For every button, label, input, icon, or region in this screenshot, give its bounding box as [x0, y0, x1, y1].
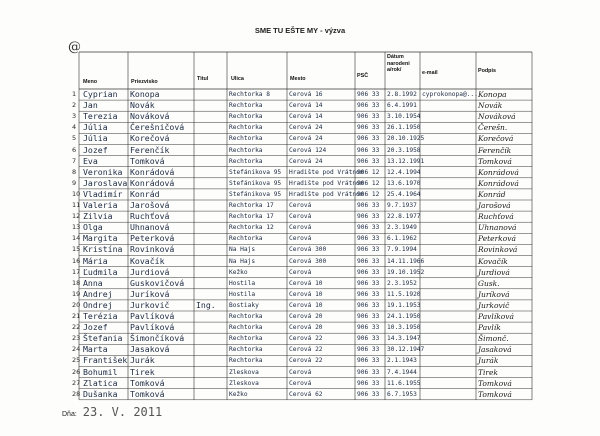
cell-meno: Valeria — [83, 200, 118, 210]
cell-mesto: Cerová 14 — [289, 102, 323, 110]
cell-priezvisko: Pavlíková — [130, 322, 175, 333]
cell-datum: 13.6.1970 — [387, 179, 421, 187]
cell-no: 19 — [72, 289, 81, 298]
cell-ulica: Rechtorka — [229, 313, 263, 320]
cell-email — [422, 222, 475, 233]
cell-no: 24 — [72, 345, 81, 354]
cell-email — [422, 200, 475, 211]
cell-ulica: Rechtorka 17 — [229, 202, 274, 209]
cell-ulica: Stefánikova 95 — [229, 190, 282, 198]
cell-priezvisko: Čerešničová — [130, 122, 185, 133]
cell-datum: 2.1.1943 — [387, 357, 417, 365]
cell-ulica: Hostila — [229, 290, 256, 298]
cell-ulica: Kežko — [229, 268, 248, 276]
cell-priezvisko: Konrádová — [130, 177, 175, 188]
cell-priezvisko: Ferenčík — [130, 144, 170, 155]
cell-psc: 906 12 — [357, 168, 380, 176]
cell-meno: Cyprian — [83, 89, 118, 99]
cell-meno: František — [83, 355, 128, 366]
cell-datum: 11.6.1955 — [387, 379, 421, 387]
cell-email — [422, 378, 475, 389]
cell-titul — [196, 189, 226, 200]
cell-email — [422, 244, 475, 255]
cell-ulica: Na Hajs — [229, 257, 256, 265]
cell-podpis: Pavlíková — [478, 312, 514, 321]
cell-mesto: Cerová — [289, 368, 312, 376]
cell-ulica: Rechtorka 17 — [229, 213, 274, 221]
cell-titul — [196, 89, 226, 100]
cell-mesto: Cerová — [289, 202, 312, 209]
cell-datum: 3.10.1954 — [387, 113, 421, 121]
cell-ulica: Na Hajs — [229, 246, 256, 254]
cell-no: 16 — [72, 256, 81, 265]
cell-email — [422, 311, 475, 322]
cell-titul — [196, 222, 226, 233]
cell-psc: 906 33 — [357, 135, 380, 143]
cell-priezvisko: Jurkovič — [130, 299, 170, 310]
cell-datum: 25.4.1964 — [387, 190, 421, 198]
cell-email — [422, 189, 475, 200]
cell-no: 18 — [72, 278, 81, 287]
cell-titul — [196, 278, 226, 289]
cell-titul — [196, 289, 226, 300]
cell-email — [422, 289, 475, 300]
cell-priezvisko: Korečová — [130, 133, 170, 144]
cell-email — [422, 156, 475, 167]
cell-priezvisko: Tomková — [130, 377, 165, 388]
cell-email — [422, 300, 475, 311]
cell-no: 17 — [72, 267, 81, 276]
cell-datum: 20.10.1925 — [387, 135, 425, 143]
cell-meno: Margita — [83, 233, 118, 244]
cell-titul — [196, 367, 226, 378]
cell-ulica: Stefánikova 95 — [229, 168, 282, 176]
cell-datum: 7.9.1994 — [387, 246, 417, 254]
cell-titul — [196, 122, 226, 133]
cell-titul — [196, 244, 226, 255]
cell-meno: Júlia — [83, 122, 108, 133]
cell-meno: Veronika — [83, 166, 123, 177]
cell-datum: 24.1.1950 — [387, 313, 421, 320]
cell-datum: 2.3.1949 — [387, 224, 417, 232]
cell-titul — [196, 133, 226, 144]
cell-titul — [196, 389, 226, 400]
cell-datum: 20.3.1958 — [387, 146, 421, 154]
cell-meno: Jozef — [83, 144, 108, 155]
cell-podpis: Kovačík — [478, 256, 508, 266]
cell-meno: Terézia — [83, 311, 118, 321]
cell-titul — [196, 145, 226, 156]
cell-meno: Ľudmila — [83, 266, 118, 277]
cell-ulica: Rechtorka 8 — [229, 91, 270, 98]
cell-psc: 906 33 — [357, 146, 380, 154]
cell-mesto: Cerová 20 — [289, 313, 323, 320]
cell-email — [422, 100, 475, 111]
cell-ulica: Bostiaky — [229, 301, 259, 309]
cell-ulica: Stefánikova 95 — [229, 179, 282, 187]
page-title: SME TU EŠTE MY - výzva — [254, 26, 346, 35]
cell-podpis: Tomková — [478, 378, 512, 388]
cell-no: 14 — [72, 234, 81, 243]
cell-no: 2 — [72, 101, 77, 110]
header-ulica: Ulica — [231, 76, 244, 82]
cell-ulica: Rechtorka — [229, 146, 263, 154]
cell-psc: 906 33 — [357, 257, 380, 265]
cell-priezvisko: Novák — [130, 100, 155, 111]
cell-meno: Dušanka — [83, 388, 118, 399]
cell-ulica: Rechtorka — [229, 135, 263, 143]
cell-datum: 7.4.1944 — [387, 368, 417, 376]
cell-titul — [196, 111, 226, 122]
cell-psc: 906 12 — [357, 179, 380, 187]
cell-no: 23 — [72, 334, 81, 343]
cell-meno: Štefania — [83, 333, 123, 344]
cell-no: 21 — [72, 312, 81, 320]
cell-mesto: Cerová 24 — [289, 135, 323, 143]
cell-psc: 906 33 — [357, 235, 380, 243]
cell-meno: Jaroslava — [83, 177, 128, 188]
cell-titul — [196, 311, 226, 322]
cell-titul — [196, 256, 226, 267]
cell-titul — [196, 333, 226, 344]
cell-no: 27 — [72, 378, 81, 387]
cell-meno: Mária — [83, 255, 108, 266]
header-titul: Titul — [197, 76, 209, 82]
cell-email — [422, 211, 475, 222]
cell-podpis: Jasaková — [478, 345, 512, 355]
cell-priezvisko: Tomková — [130, 155, 165, 166]
cell-podpis: Jarošová — [478, 201, 511, 210]
cell-mesto: Cerová 14 — [289, 113, 323, 121]
cell-no: 26 — [72, 367, 81, 376]
cell-mesto: Cerová — [289, 268, 312, 276]
cell-datum: 22.8.1977 — [387, 213, 421, 221]
cell-podpis: Ferenčík — [478, 145, 512, 155]
cell-podpis: Pavlík — [478, 323, 501, 333]
cell-no: 7 — [72, 156, 77, 165]
cell-datum: 14.11.1966 — [387, 257, 425, 265]
cell-no: 1 — [72, 90, 77, 98]
cell-ulica: Hostila — [229, 279, 256, 287]
cell-email — [422, 167, 475, 178]
cell-datum: 14.3.1947 — [387, 335, 421, 343]
cell-mesto: Cerová 300 — [289, 246, 327, 254]
cell-email — [422, 322, 475, 333]
cell-titul — [196, 233, 226, 244]
cell-psc: 906 33 — [357, 102, 380, 110]
cell-mesto: Cerová 22 — [289, 335, 323, 343]
cell-mesto: Cerová 24 — [289, 124, 323, 132]
cell-no: 25 — [72, 356, 81, 365]
cell-psc: 906 33 — [357, 124, 380, 132]
cell-titul — [196, 200, 226, 211]
cell-no: 20 — [72, 300, 81, 309]
cell-psc: 906 33 — [357, 246, 380, 254]
cell-email — [422, 355, 475, 366]
cell-meno: Júlia — [83, 133, 108, 144]
cell-email — [422, 367, 475, 378]
cell-no: 10 — [72, 189, 81, 198]
cell-titul — [196, 355, 226, 366]
cell-ulica: Rechtorka — [229, 157, 263, 165]
cell-email: cyprokonopa@... — [422, 91, 478, 98]
footer — [62, 405, 162, 419]
cell-meno: Jozef — [83, 322, 108, 333]
cell-meno: Jan — [83, 100, 98, 111]
cell-titul — [196, 167, 226, 178]
cell-titul — [196, 156, 226, 167]
cell-ulica: Rechtorka — [229, 324, 263, 332]
footer-date: 23. V. 2011 — [82, 405, 163, 419]
cell-psc: 906 33 — [357, 113, 380, 121]
cell-podpis: Korečová — [478, 134, 514, 144]
cell-titul — [196, 267, 226, 278]
header-psc: PSČ — [357, 73, 369, 79]
cell-datum: 6.1.1962 — [387, 235, 417, 243]
cell-priezvisko: Šimončíková — [130, 333, 185, 344]
cell-ulica: Rechtorka — [229, 124, 263, 132]
cell-email — [422, 278, 475, 289]
cell-no: 6 — [72, 145, 77, 154]
cell-podpis: Konrád — [478, 189, 506, 199]
cell-psc: 906 33 — [357, 346, 380, 354]
cell-datum: 9.7.1937 — [387, 202, 417, 209]
cell-ulica: Rechtorka — [229, 357, 263, 365]
cell-no: 15 — [72, 245, 81, 254]
cell-titul — [196, 178, 226, 189]
header-mesto: Mesto — [290, 76, 306, 82]
cell-psc: 906 12 — [357, 190, 380, 198]
cell-datum: 19.10.1952 — [387, 268, 425, 276]
cell-ulica: Kežko — [229, 390, 248, 398]
cell-priezvisko: Tirek — [130, 366, 155, 377]
cell-email — [422, 178, 475, 189]
cell-priezvisko: Jurdiová — [130, 266, 170, 277]
cell-mesto: Cerová — [289, 379, 312, 387]
cell-priezvisko: Juríková — [130, 288, 170, 299]
cell-priezvisko: Guskovičová — [130, 277, 185, 288]
cell-no: 9 — [72, 178, 77, 187]
cell-mesto: Hradište pod Vrátnom — [289, 179, 364, 187]
cell-titul — [196, 322, 226, 333]
cell-psc: 906 33 — [357, 268, 380, 276]
header-datum: Dátum narodeni a/rok/ — [387, 54, 410, 73]
cell-mesto: Cerová 124 — [289, 146, 327, 154]
cell-ulica: Rechtorka — [229, 346, 263, 354]
cell-priezvisko: Tomková — [130, 388, 165, 399]
cell-datum: 13.12.1991 — [387, 157, 425, 165]
cell-podpis: Nováková — [478, 112, 516, 122]
cell-priezvisko: Peterková — [130, 233, 175, 244]
cell-priezvisko: Pavlíková — [130, 311, 175, 321]
cell-ulica: Rechtorka — [229, 235, 263, 243]
cell-psc: 906 33 — [357, 313, 380, 320]
cell-no: 13 — [72, 223, 81, 232]
cell-email — [422, 133, 475, 144]
cell-podpis: Juríková — [478, 289, 510, 299]
cell-podpis: Ruchťová — [478, 212, 514, 222]
cell-mesto: Hradište pod Vrátnom — [289, 190, 364, 198]
cell-priezvisko: Konopa — [130, 89, 160, 99]
footer-label: Dňa: — [62, 411, 77, 418]
cell-mesto: Cerová — [289, 235, 312, 243]
cell-no: 3 — [72, 112, 77, 121]
cell-podpis: Čerešn. — [478, 123, 508, 133]
cell-ulica: Rechtorka — [229, 102, 263, 110]
cell-priezvisko: Jarošová — [130, 200, 170, 210]
cell-ulica: Rechtorka 12 — [229, 224, 274, 232]
cell-podpis: Tomková — [478, 156, 512, 166]
cell-titul — [196, 211, 226, 222]
cell-mesto: Cerová 300 — [289, 257, 327, 265]
cell-mesto: Cerová 10 — [289, 279, 323, 287]
header-meno: Meno — [83, 79, 98, 85]
cell-meno: Bohumil — [83, 366, 118, 377]
cell-ulica: Rechtorka — [229, 335, 263, 343]
cell-titul — [196, 100, 226, 111]
cell-psc: 906 33 — [357, 224, 380, 232]
cell-datum: 19.1.1953 — [387, 301, 421, 309]
cell-mesto: Cerová — [289, 213, 312, 221]
cell-podpis: Novák — [478, 101, 503, 111]
cell-meno: Terezia — [83, 111, 118, 122]
cell-psc: 906 33 — [357, 301, 380, 309]
cell-priezvisko: Kovačík — [130, 255, 165, 266]
cell-mesto: Cerová 22 — [289, 357, 323, 365]
cell-titul: Ing. — [196, 299, 216, 310]
cell-meno: Vladimír — [83, 188, 123, 199]
cell-podpis: Uhnanová — [478, 223, 517, 233]
cell-podpis: Konopa — [478, 90, 507, 99]
cell-mesto: Cerová 24 — [289, 157, 323, 165]
corner-mark: @ — [68, 40, 81, 55]
cell-podpis: Jurkovič — [478, 300, 510, 310]
cell-ulica: Rechtorka — [229, 113, 263, 121]
cell-datum: 30.12.1947 — [387, 346, 425, 354]
cell-podpis: Tomková — [478, 389, 512, 399]
cell-no: 12 — [72, 212, 81, 221]
cell-datum: 11.5.1920 — [387, 290, 421, 298]
cell-meno: Olga — [83, 222, 103, 233]
cell-podpis: Peterková — [478, 234, 516, 244]
cell-email — [422, 256, 475, 267]
cell-meno: Zlatica — [83, 377, 118, 388]
cell-priezvisko: Rovinková — [130, 244, 175, 255]
cell-meno: Marta — [83, 344, 108, 355]
cell-email — [422, 145, 475, 156]
cell-podpis: Rovinková — [478, 245, 518, 255]
cell-mesto: Cerová 10 — [289, 290, 323, 298]
cell-priezvisko: Jurák — [130, 355, 155, 366]
cell-ulica: Zleskova — [229, 379, 259, 387]
cell-email — [422, 267, 475, 278]
cell-mesto: Cerová 22 — [289, 346, 323, 354]
cell-meno: Kristína — [83, 244, 123, 255]
cell-psc: 906 33 — [357, 290, 380, 298]
cell-podpis: Konrádová — [478, 167, 519, 177]
cell-meno: Eva — [83, 155, 98, 166]
cell-podpis: Jurák — [478, 356, 499, 366]
cell-psc: 906 33 — [357, 357, 380, 365]
cell-datum: 2.8.1992 — [387, 91, 417, 98]
cell-no: 22 — [72, 323, 81, 332]
cell-mesto: Cerová 10 — [289, 301, 323, 309]
cell-datum: 10.3.1950 — [387, 324, 421, 332]
cell-mesto: Cerová — [289, 224, 312, 232]
cell-email — [422, 233, 475, 244]
cell-priezvisko: Uhnanová — [130, 222, 170, 233]
header-email: e-mail — [422, 70, 438, 76]
cell-mesto: Hradište pod Vrátnom — [289, 168, 364, 176]
cell-email — [422, 389, 475, 400]
cell-datum: 26.1.1950 — [387, 124, 421, 132]
cell-no: 11 — [72, 201, 81, 209]
cell-psc: 906 33 — [357, 213, 380, 221]
cell-no: 5 — [72, 134, 77, 143]
cell-psc: 906 33 — [357, 390, 380, 398]
cell-priezvisko: Jasaková — [130, 344, 170, 355]
cell-meno: Zilvia — [83, 211, 113, 222]
cell-titul — [196, 344, 226, 355]
cell-email — [422, 344, 475, 355]
cell-titul — [196, 378, 226, 389]
cell-priezvisko: Ruchťová — [130, 211, 170, 222]
cell-mesto: Cerová 20 — [289, 324, 323, 332]
cell-no: 4 — [72, 123, 77, 132]
cell-psc: 906 33 — [357, 324, 380, 332]
cell-podpis: Tirek — [478, 367, 498, 377]
cell-datum: 2.3.1952 — [387, 279, 417, 287]
cell-psc: 906 33 — [357, 91, 380, 98]
cell-podpis: Jurdiová — [478, 267, 510, 277]
cell-no: 8 — [72, 167, 77, 176]
cell-meno: Ondrej — [83, 299, 113, 310]
cell-priezvisko: Konrád — [130, 188, 160, 199]
cell-meno: Anna — [83, 277, 103, 288]
cell-email — [422, 111, 475, 122]
cell-priezvisko: Konrádová — [130, 166, 175, 177]
cell-psc: 906 33 — [357, 279, 380, 287]
cell-no: 28 — [72, 389, 81, 398]
cell-psc: 906 33 — [357, 368, 380, 376]
cell-ulica: Zleskova — [229, 368, 259, 376]
header-podpis: Podpis — [478, 68, 496, 74]
cell-datum: 12.4.1994 — [387, 168, 421, 176]
cell-priezvisko: Nováková — [130, 111, 170, 122]
cell-email — [422, 122, 475, 133]
cell-email — [422, 333, 475, 344]
cell-podpis: Šimonč. — [478, 334, 509, 344]
cell-psc: 906 33 — [357, 335, 380, 343]
cell-psc: 906 33 — [357, 157, 380, 165]
cell-mesto: Cerová 62 — [289, 390, 323, 398]
cell-podpis: Konrádová — [478, 178, 519, 188]
cell-podpis: Gusk. — [478, 278, 500, 288]
cell-meno: Andrej — [83, 288, 113, 299]
cell-psc: 906 33 — [357, 379, 380, 387]
cell-psc: 906 33 — [357, 202, 380, 209]
cell-datum: 6.4.1991 — [387, 102, 417, 110]
header-priezvisko: Priezvisko — [131, 79, 158, 85]
cell-mesto: Cerová 16 — [289, 91, 323, 98]
cell-datum: 6.7.1953 — [387, 390, 417, 398]
